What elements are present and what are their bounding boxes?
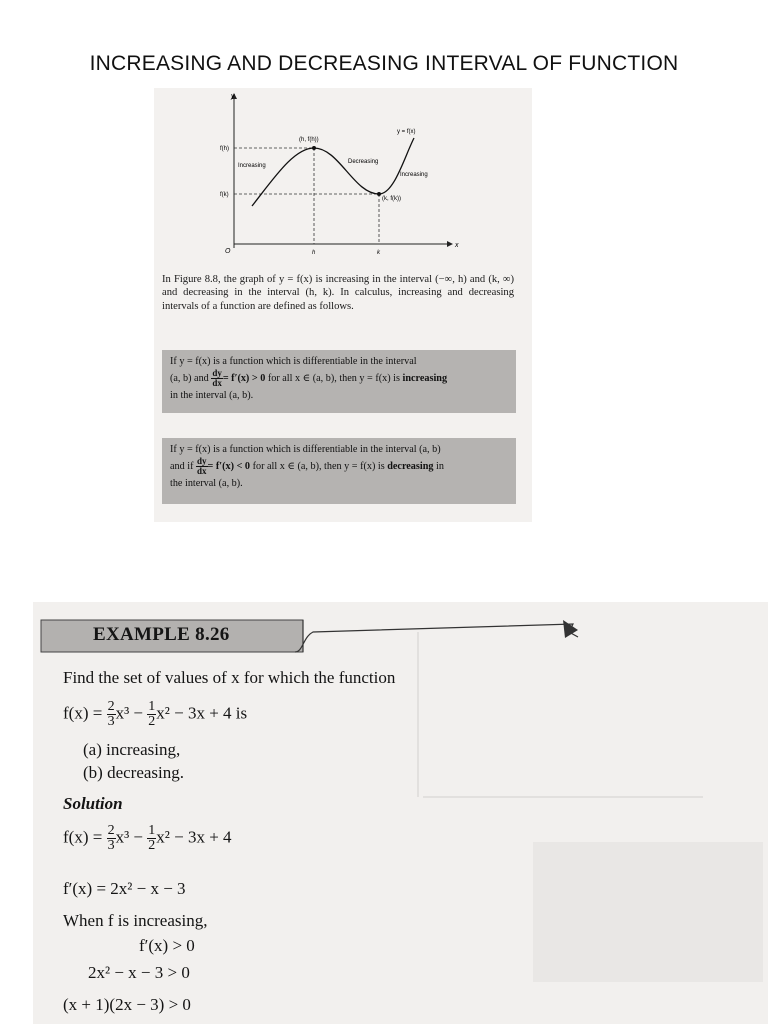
curve-label: y = f(x) (397, 129, 416, 135)
dy-dx-fraction (196, 457, 208, 476)
fh-label: f(h) (220, 146, 229, 152)
frac-numerator: 2 (107, 823, 115, 838)
fk-label: f(k) (220, 192, 229, 198)
y-axis-label: y (231, 93, 235, 100)
fraction-two-thirds (107, 700, 116, 729)
inc-def-forall: for all x ∈ (a, b), then y = f(x) is (267, 372, 400, 384)
inc-def-line-3: in the interval (a, b). (170, 390, 254, 401)
dec-def-in: in (436, 460, 444, 472)
when-increasing: When f is increasing, (63, 911, 208, 930)
dec-def-line-3: the interval (a, b). (170, 478, 243, 489)
increasing-label-1: Increasing (238, 163, 266, 169)
part-a: (a) increasing, (83, 740, 181, 759)
increasing-definition-box (162, 350, 516, 413)
inc-def-condition: = f′(x) > 0 (222, 372, 266, 384)
dec-def-line-2 (170, 457, 508, 476)
derivative-line: f′(x) = 2x² − x − 3 (63, 879, 186, 898)
frac-denominator: 3 (107, 714, 115, 729)
decreasing-definition-box (162, 438, 516, 504)
func-lhs: f(x) = (63, 827, 107, 847)
dec-def-condition: = f′(x) < 0 (207, 460, 251, 472)
fraction-one-half (147, 824, 156, 853)
h-tick-label: h (312, 250, 316, 256)
dec-def-forall: for all x ∈ (a, b), then y = f(x) is (252, 460, 385, 472)
func-term-1: x³ − (115, 827, 148, 847)
func-term-2: x² − 3x + 4 (156, 827, 232, 847)
inequality-1: f′(x) > 0 (139, 936, 195, 955)
max-point (312, 146, 316, 150)
x-axis-label: x (455, 242, 459, 249)
min-point-label: (k, f(k)) (382, 196, 401, 202)
func-term-2: x² − 3x + 4 is (156, 703, 248, 723)
inc-def-interval: (a, b) and (170, 372, 209, 384)
frac-denominator: 2 (148, 714, 156, 729)
textbook-scan-top (154, 88, 532, 522)
banner-ribbon (295, 620, 578, 652)
fraction-two-thirds (107, 824, 116, 853)
dec-def-keyword: decreasing (387, 460, 434, 472)
inc-def-line-2 (170, 369, 508, 388)
dy-numerator: dy (197, 456, 207, 466)
dec-def-line-1: If y = f(x) is a function which is differentiable in the interval (a, b) (170, 444, 441, 455)
frac-numerator: 1 (148, 699, 156, 714)
textbook-scan-bottom (33, 602, 768, 1024)
dy-dx-fraction (211, 369, 223, 388)
frac-numerator: 1 (148, 823, 156, 838)
func-lhs: f(x) = (63, 703, 107, 723)
example-function (63, 700, 247, 729)
frac-denominator: 2 (148, 838, 156, 853)
origin-label: O (225, 248, 231, 255)
max-point-label: (h, f(h)) (299, 137, 319, 143)
increasing-label-2: Increasing (400, 172, 428, 178)
figure-caption: In Figure 8.8, the graph of y = f(x) is increasing in the interval (−∞, h) and (k, ∞) and decreasing in the interval (h, k). In calculus, increasing and decreasing intervals of a function are defined as follows. (162, 274, 514, 312)
solution-function (63, 824, 232, 853)
frac-numerator: 2 (107, 699, 115, 714)
example-prompt: Find the set of values of x for which the function (63, 668, 396, 687)
func-term-1: x³ − (115, 703, 148, 723)
dx-denominator: dx (212, 378, 222, 388)
min-point (377, 192, 381, 196)
part-b: (b) decreasing. (83, 763, 185, 782)
inequality-2: 2x² − x − 3 > 0 (88, 963, 190, 982)
dx-denominator: dx (197, 466, 207, 476)
example-title: EXAMPLE 8.26 (93, 624, 230, 645)
decreasing-label: Decreasing (348, 159, 379, 165)
solution-heading: Solution (63, 794, 123, 813)
page-title: INCREASING AND DECREASING INTERVAL OF FUNCTION (89, 52, 679, 75)
x-axis-arrow (447, 241, 453, 247)
dy-numerator: dy (212, 368, 222, 378)
inequality-3: (x + 1)(2x − 3) > 0 (63, 995, 191, 1014)
k-tick-label: k (377, 250, 380, 256)
inc-def-line-1: If y = f(x) is a function which is differentiable in the interval (170, 356, 417, 367)
function-graph (154, 88, 532, 268)
frac-denominator: 3 (107, 838, 115, 853)
fraction-one-half (147, 700, 156, 729)
inc-def-keyword: increasing (402, 372, 448, 384)
dec-def-and-if: and if (170, 460, 194, 472)
